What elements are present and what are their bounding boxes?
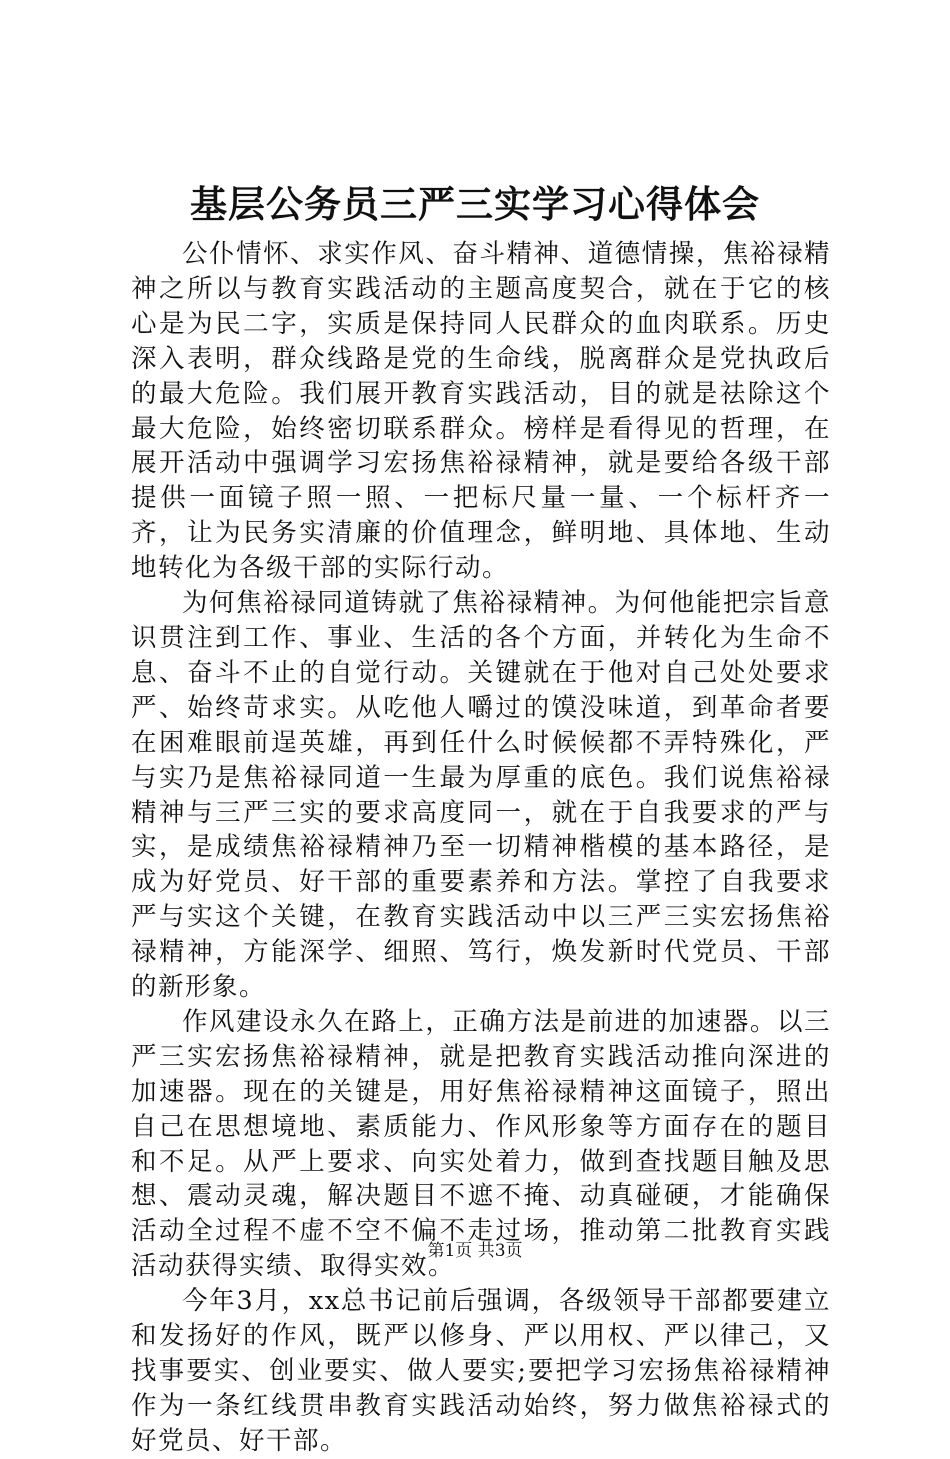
document-title: 基层公务员三严三实学习心得体会 — [190, 182, 760, 226]
page-number-footer: 第1页 共3页 — [427, 1241, 523, 1261]
paragraph-4: 今年3月，xx总书记前后强调，各级领导干部都要建立和发扬好的作风，既严以修身、严以用权、严以律己，又找事要实、创业要实、做人要实;要把学习宏扬焦裕禄精神作为一条红线贯串教育实践活动始终，努力做焦裕禄式的好党员、好干部。 — [131, 1286, 831, 1456]
paragraph-1: 公仆情怀、求实作风、奋斗精神、道德情操，焦裕禄精神之所以与教育实践活动的主题高度契合，就在于它的核心是为民二字，实质是保持同人民群众的血肉联系。历史深入表明，群众线路是党的生命线，脱离群众是党执政后的最大危险。我们展开教育实践活动，目的就是祛除这个最大危险，始终密切联系群众。榜样是看得见的哲理，在展开活动中强调学习宏扬焦裕禄精神，就是要给各级干部提供一面镜子照一照、一把标尺量一量、一个标杆齐一齐，让为民务实清廉的价值理念，鲜明地、具体地、生动地转化为各级干部的实际行动。 — [131, 239, 831, 584]
paragraph-2: 为何焦裕禄同道铸就了焦裕禄精神。为何他能把宗旨意识贯注到工作、事业、生活的各个方面，并转化为生命不息、奋斗不止的自觉行动。关键就在于他对自己处处要求严、始终苛求实。从吃他人嚼过的馍没味道，到革命者要在困难眼前逞英雄，再到任什么时候候都不弄特殊化，严与实乃是焦裕禄同道一生最为厚重的底色。我们说焦裕禄精神与三严三实的要求高度同一，就在于自我要求的严与实，是成绩焦裕禄精神乃至一切精神楷模的基本路径，是成为好党员、好干部的重要素养和方法。掌控了自我要求严与实这个关键，在教育实践活动中以三严三实宏扬焦裕禄精神，方能深学、细照、笃行，焕发新时代党员、干部的新形象。 — [131, 588, 831, 1003]
paragraph-3: 作风建设永久在路上，正确方法是前进的加速器。以三严三实宏扬焦裕禄精神，就是把教育实践活动推向深进的加速器。现在的关键是，用好焦裕禄精神这面镜子，照出自己在思想境地、素质能力、作风形象等方面存在的题目和不足。从严上要求、向实处着力，做到查找题目触及思想、震动灵魂，解决题目不遮不掩、动真碰硬，才能确保活动全过程不虚不空不偏不走过场，推动第二批教育实践活动获得实绩、取得实效。 — [131, 1006, 831, 1282]
document-body — [131, 237, 831, 1459]
